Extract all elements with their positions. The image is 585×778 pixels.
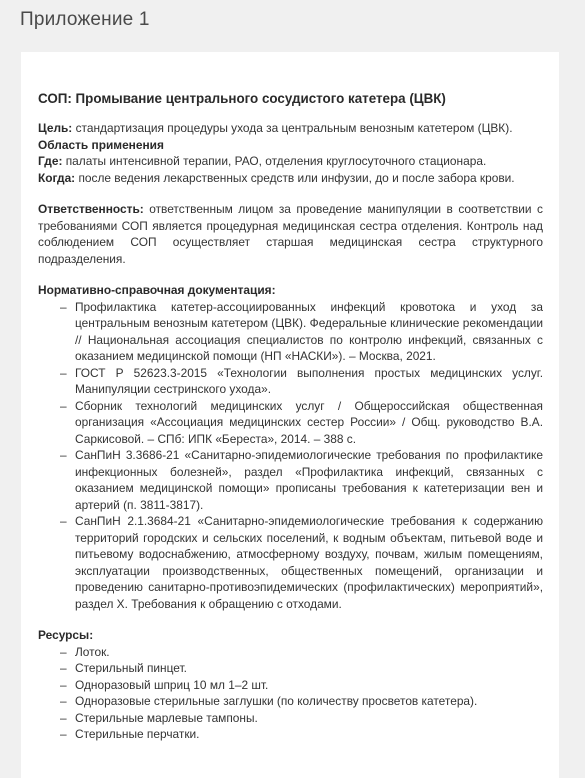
when-text: после ведения лекарственных средств или инфузии, до и после забора крови.	[75, 170, 515, 185]
where-label: Где:	[38, 154, 63, 168]
where-text: палаты интенсивной терапии, РАО, отделения круглосуточного стационара.	[62, 154, 487, 168]
list-item: – СанПиН 3.3686-21 «Санитарно-эпидемиологические требования по профилактике инфекционных болезней», раздел «Профилактика инфекций, связанных с оказанием медицинской помощи» прописаны требования к катетеризации вен и артерий (п. 3811-3817).	[75, 447, 543, 513]
responsibility-label: Ответственность:	[38, 202, 144, 216]
list-item: – Стерильные перчатки.	[75, 726, 543, 743]
goal-paragraph	[38, 120, 543, 137]
when-label: Когда:	[38, 170, 76, 185]
resources-list	[38, 644, 543, 743]
goal-label: Цель:	[38, 121, 73, 135]
page-title: Приложение 1	[20, 9, 150, 30]
references-heading: Нормативно-справочная документация:	[38, 283, 276, 297]
list-item: – Одноразовый шприц 10 мл 1–2 шт.	[75, 677, 543, 694]
where-paragraph	[38, 153, 543, 170]
responsibility-paragraph	[38, 201, 543, 267]
list-item: – Стерильный пинцет.	[75, 660, 543, 677]
references-list	[38, 299, 543, 613]
list-item: – Стерильные марлевые тампоны.	[75, 710, 543, 727]
document-card	[21, 52, 559, 778]
when-paragraph	[38, 170, 543, 187]
goal-text: стандартизация процедуры ухода за центральным венозным катетером (ЦВК).	[72, 121, 513, 135]
resources-heading: Ресурсы:	[38, 628, 94, 642]
list-item: – Лоток.	[75, 644, 543, 661]
document-title: СОП: Промывание центрального сосудистого катетера (ЦВК)	[38, 91, 446, 106]
list-item: – Профилактика катетер-ассоциированных инфекций кровотока и уход за центральным венозным катетером (ЦВК). Федеральные клинические рекомендации // Национальная ассоциация специалистов по контролю инфекций, связанных с оказанием медицинской помощи (НП «НАСКИ»). – Москва, 2021.	[75, 299, 543, 365]
list-item: – СанПиН 2.1.3684-21 «Санитарно-эпидемиологические требования к содержанию территорий городских и сельских поселений, к водным объектам, питьевой воде и питьевому водоснабжению, атмосферному воздуху, почвам, жилым помещениям, эксплуатации производственных, общественных помещений, организации и проведению санитарно-противоэпидемических (профилактических) мероприятий», раздел X. Требования к обращению с отходами.	[75, 513, 543, 612]
list-item: – Сборник технологий медицинских услуг / Общероссийская общественная организация «Ассоциация медицинских сестер России» / Общ. руководство В.А. Саркисовой. – СПб: ИПК «Береста», 2014. – 388 с.	[75, 398, 543, 448]
list-item: – ГОСТ Р 52623.3-2015 «Технологии выполнения простых медицинских услуг. Манипуляции сестринского ухода».	[75, 365, 543, 398]
scope-heading: Область применения	[38, 137, 164, 152]
document-content	[38, 90, 543, 743]
list-item: – Одноразовые стерильные заглушки (по количеству просветов катетера).	[75, 693, 543, 710]
responsibility-text: ответственным лицом за проведение манипуляции в соответствии с требованиями СОП является процедурная медицинская сестра отделения. Контроль над соблюдением СОП осуществляет старшая медицинская сестра структурного подразделения.	[38, 202, 543, 266]
